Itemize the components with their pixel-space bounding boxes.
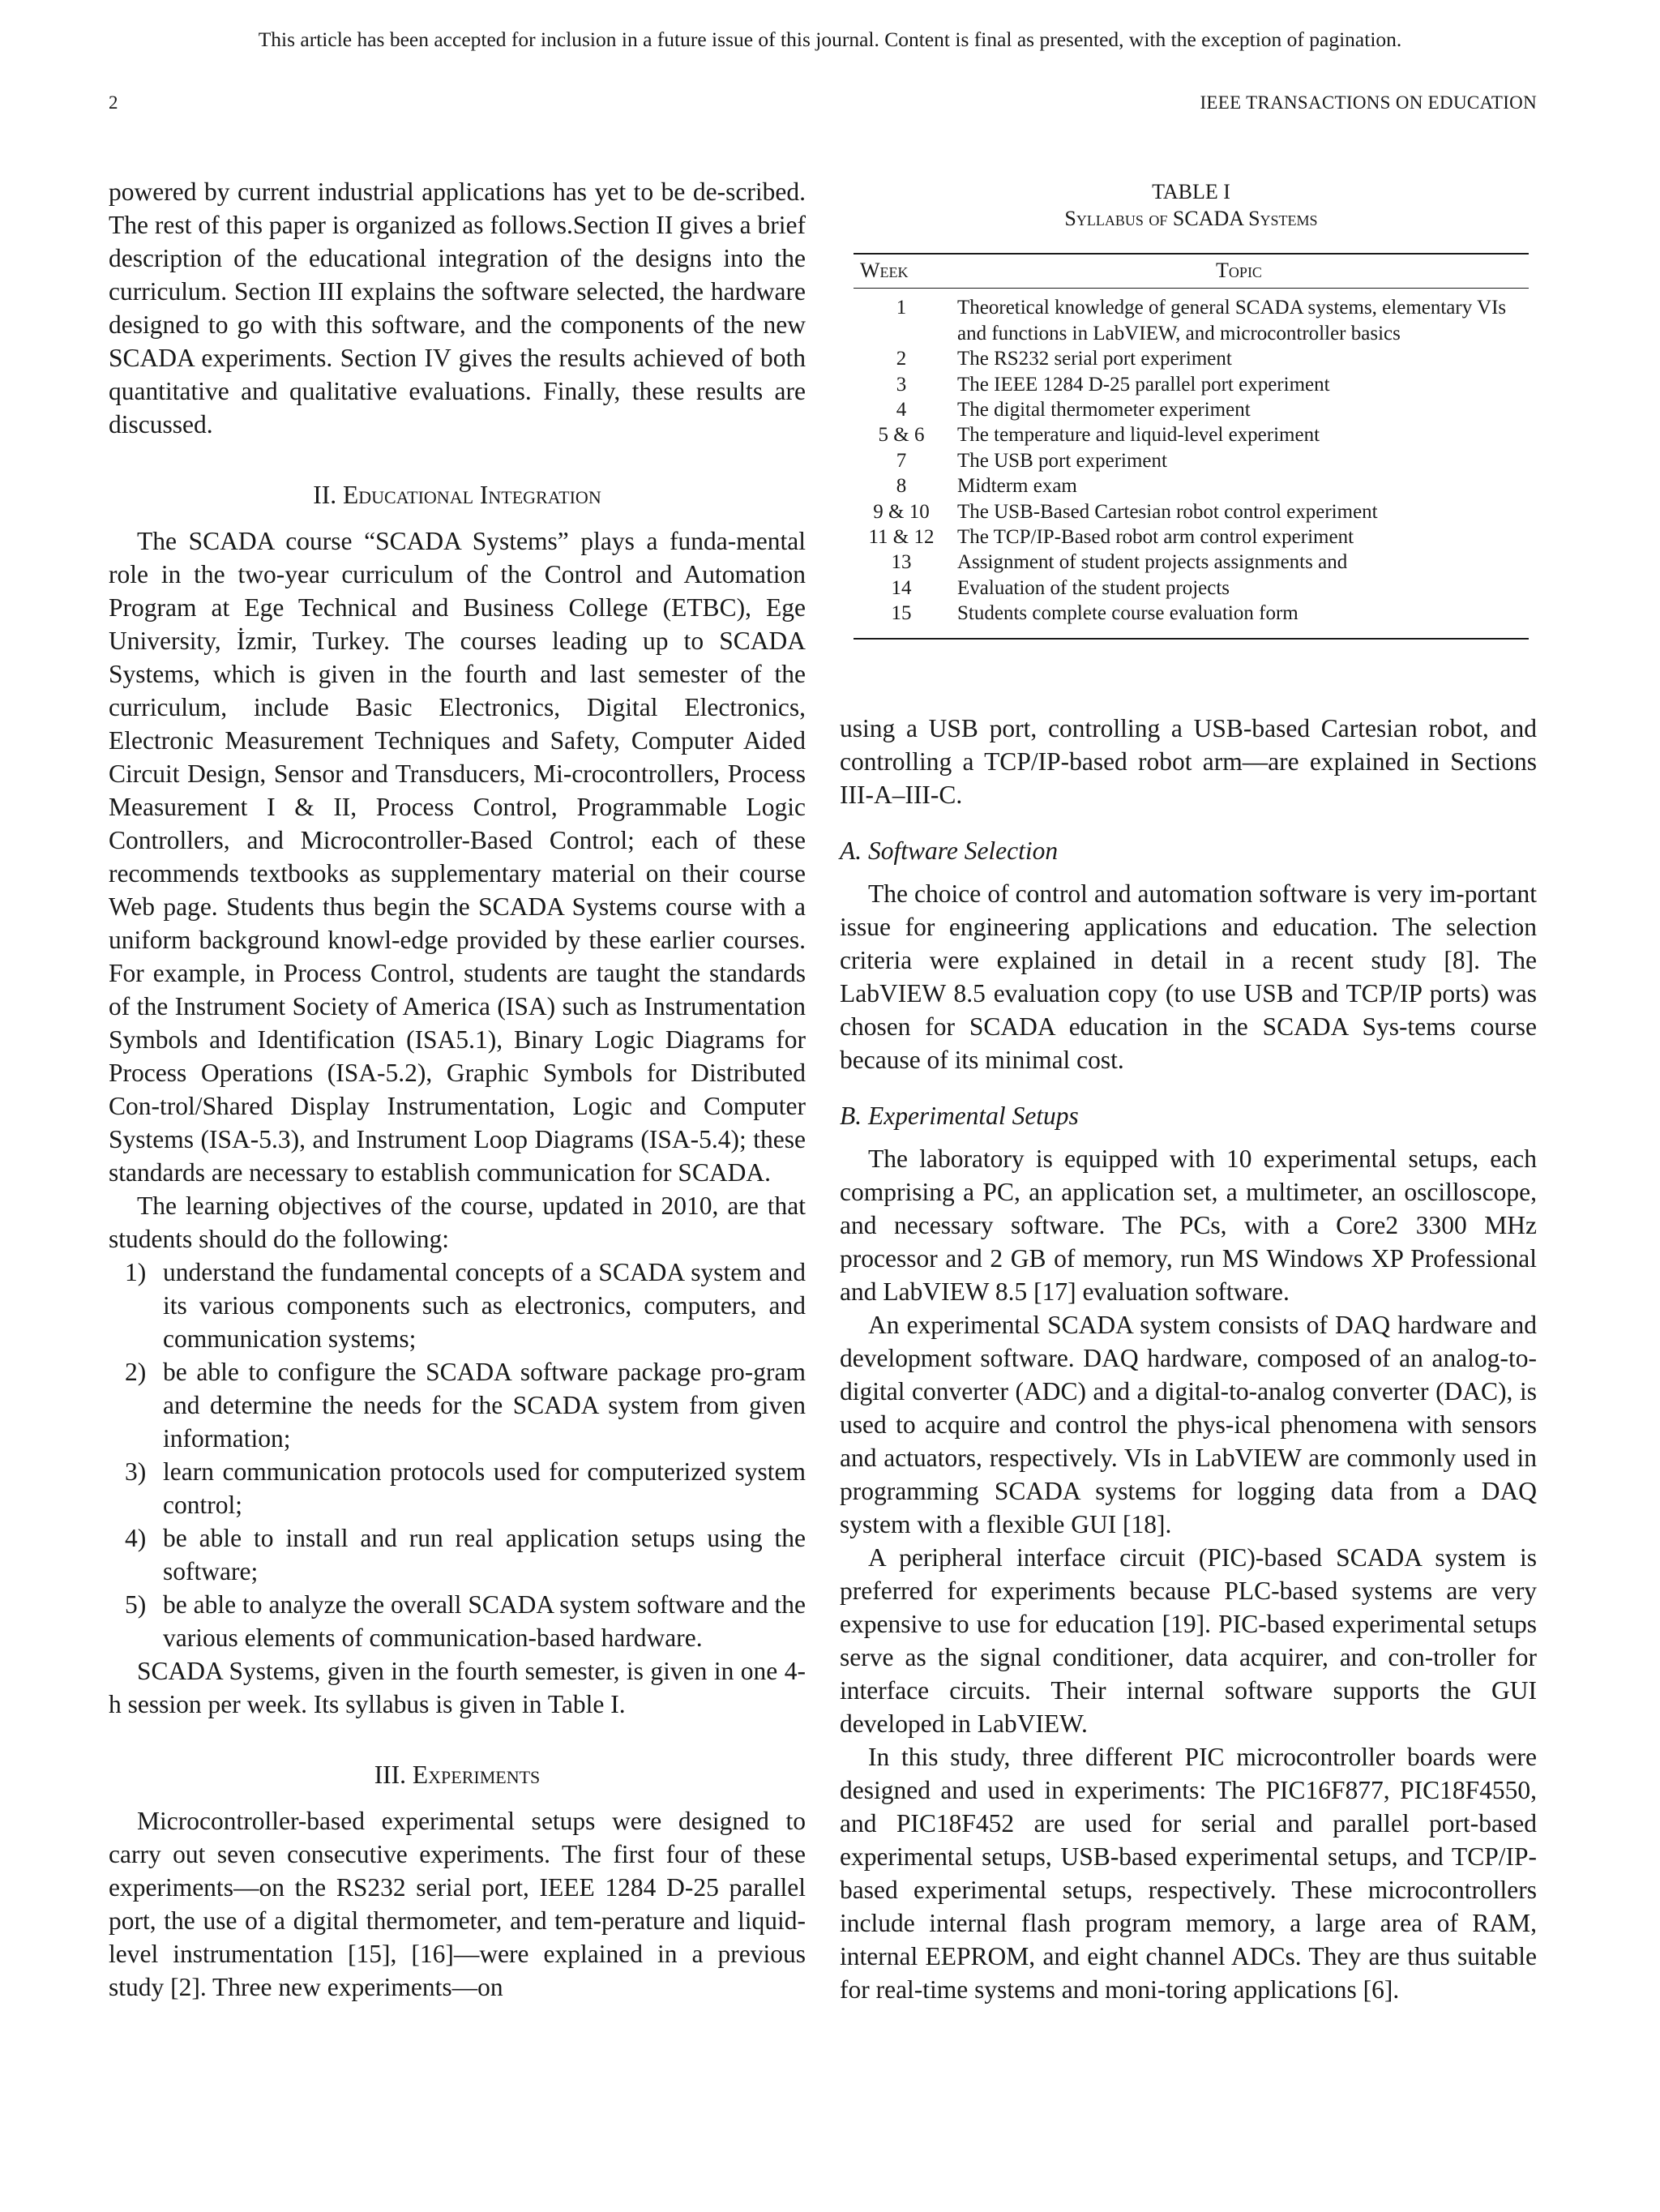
topic-cell: Evaluation of the student projects: [957, 576, 1230, 599]
syllabus-table-block: [854, 178, 1529, 640]
list-item: [109, 1588, 806, 1654]
subsection-b-paragraph-2: An experimental SCADA system consists of DAQ hardware and development software. DAQ hardware, composed of an analog-to-digital converter (ADC) and a digital-to-analog converter (DAC), is used to acquire and control the phys-ical phenomena with sensors and actuators, respectively. VIs in LabVIEW are commonly used in programming SCADA systems for logging data from a DAQ system with a flexible GUI [18].: [840, 1311, 1537, 1538]
week-cell: 8: [896, 475, 907, 498]
list-item-text: be able to install and run real application setups using the software;: [163, 1524, 806, 1585]
list-item-number: 5): [125, 1590, 147, 1619]
week-cell: 5 & 6: [878, 424, 925, 447]
table-row: [854, 448, 1529, 473]
table-row: [854, 499, 1529, 524]
week-cell: 7: [896, 449, 907, 472]
section-2-paragraph-1: The SCADA course “SCADA Systems” plays a funda-mental role in the two-year curriculum of the Control and Automation Program at Ege Technical and Business College (ETBC), Ege University, İzmir, Turkey. The courses leading up to SCADA Systems, which is given in the fourth and last semester of the curriculum, include Basic Electronics, Digital Electronics, Electronic Measurement Techniques and Safety, Computer Aided Circuit Design, Sensor and Transducers, Mi-crocontrollers, Process Measurement I & II, Process Control, Programmable Logic Controllers, and Microcontroller-Based Control; each of these recommends textbooks as supplementary material on their course Web page. Students thus begin the SCADA Systems course with a uniform background knowl-edge provided by these earlier courses. For example, in Process Control, students are taught the standards of the Instrument Society of America (ISA) such as Instrumentation Symbols and Identification (ISA5.1), Binary Logic Diagrams for Process Operations (ISA-5.2), Graphic Symbols for Distributed Con-trol/Shared Display Instrumentation, Logic and Computer Systems (ISA-5.3), and Instrument Loop Diagrams (ISA-5.4); these standards are necessary to establish communication for SCADA.: [109, 527, 806, 1187]
journal-name: IEEE TRANSACTIONS ON EDUCATION: [1200, 92, 1537, 113]
topic-cell: The digital thermometer experiment: [957, 399, 1251, 421]
week-cell: 1: [896, 297, 907, 319]
acceptance-notice: This article has been accepted for inclusion in a future issue of this journal. Content is final as presented, with the exception of pagination.: [258, 28, 1402, 51]
table-row: [854, 575, 1529, 601]
topic-cell: The USB port experiment: [957, 449, 1167, 472]
topic-cell: Students complete course evaluation form: [957, 602, 1298, 625]
week-cell: 11 & 12: [868, 526, 935, 549]
column-header-week: Week: [854, 254, 949, 289]
week-cell: 3: [896, 373, 907, 396]
section-3-paragraph-1: Microcontroller-based experimental setups were designed to carry out seven consecutive experiments. The first four of these experiments—on the RS232 serial port, IEEE 1284 D-25 parallel port, the use of a digital thermometer, and tem-perature and liquid-level instrumentation [15], [16]—were explained in a previous study [2]. Three new experiments—on: [109, 1807, 806, 2001]
learning-objectives-list: [109, 1256, 806, 1654]
topic-cell: The TCP/IP-Based robot arm control experiment: [957, 526, 1354, 549]
list-item-number: 2): [125, 1358, 147, 1386]
section-2-paragraph-2: The learning objectives of the course, updated in 2010, are that students should do the following:: [109, 1192, 806, 1253]
subsection-a-heading: A. Software Selection: [840, 836, 1059, 865]
week-cell: 13: [891, 551, 912, 574]
subsection-b-heading: B. Experimental Setups: [840, 1102, 1079, 1130]
table-header-row: [854, 254, 1529, 289]
topic-cell: The IEEE 1284 D-25 parallel port experiment: [957, 373, 1330, 396]
list-item-text: learn communication protocols used for computerized system control;: [163, 1457, 806, 1519]
list-item: [109, 1455, 806, 1521]
week-cell: 4: [896, 399, 907, 421]
table-row: [854, 601, 1529, 638]
section-2-number: II.: [313, 481, 337, 509]
left-column: [109, 175, 806, 2004]
table-row: [854, 550, 1529, 575]
section-3-title: Experiments: [412, 1761, 541, 1789]
table-row: [854, 372, 1529, 397]
section-2-title: Educational Integration: [343, 481, 601, 509]
topic-cell: Midterm exam: [957, 475, 1077, 498]
table-row: [854, 473, 1529, 498]
table-row: [854, 397, 1529, 422]
topic-cell: Theoretical knowledge of general SCADA systems, elementary VIs and functions in LabVIEW, and microcontroller basics: [957, 297, 1507, 344]
subsection-b-paragraph-4: In this study, three different PIC microcontroller boards were designed and used in experiments: The PIC16F877, PIC18F4550, and PIC18F452 are used for serial and parallel port-based experimental setups, USB-based experimental setups, and TCP/IP-based experimental setups, respectively. These microcontrollers include internal flash program memory, a large area of RAM, internal EEPROM, and eight channel ADCs. They are thus suitable for real-time systems and moni-toring applications [6].: [840, 1743, 1537, 2004]
table-caption-title: Syllabus of SCADA Systems: [1064, 207, 1318, 230]
continuation-paragraph: using a USB port, controlling a USB-based Cartesian robot, and controlling a TCP/IP-based robot arm—are explained in Sections III-A–III-C.: [840, 714, 1537, 809]
table-row: [854, 346, 1529, 371]
week-cell: 14: [891, 576, 912, 599]
week-cell: 9 & 10: [873, 500, 930, 523]
week-cell: 15: [891, 602, 912, 625]
list-item: [109, 1256, 806, 1355]
table-caption-label: TABLE I: [1152, 180, 1230, 203]
column-header-topic: Topic: [949, 254, 1529, 289]
section-2-heading: [109, 478, 806, 511]
list-item: [109, 1521, 806, 1588]
table-row: [854, 524, 1529, 550]
topic-cell: The temperature and liquid-level experiment: [957, 424, 1320, 447]
subsection-b-paragraph-3: A peripheral interface circuit (PIC)-based SCADA system is preferred for experiments because PLC-based systems are very expensive to use for education [19]. PIC-based experimental setups serve as the signal conditioner, data acquirer, and con-troller for interface circuits. Their internal software supports the GUI developed in LabVIEW.: [840, 1543, 1537, 1738]
section-2-paragraph-3: SCADA Systems, given in the fourth semester, is given in one 4-h session per week. Its syllabus is given in Table I.: [109, 1657, 806, 1718]
subsection-b-paragraph-1: The laboratory is equipped with 10 experimental setups, each comprising a PC, an application set, a multimeter, an oscilloscope, and necessary software. The PCs, with a Core2 3300 MHz processor and 2 GB of memory, run MS Windows XP Professional and LabVIEW 8.5 [17] evaluation software.: [840, 1145, 1537, 1306]
section-3-number: III.: [374, 1761, 407, 1789]
subsection-a-paragraph-1: The choice of control and automation software is very im-portant issue for engineering applications and education. The selection criteria were explained in detail in a recent study [8]. The LabVIEW 8.5 evaluation copy (to use USB and TCP/IP ports) was chosen for SCADA education in the SCADA Sys-tems course because of its minimal cost.: [840, 879, 1537, 1074]
right-column: [840, 712, 1537, 2006]
table-row: [854, 289, 1529, 346]
syllabus-table: [854, 253, 1529, 640]
list-item-number: 4): [125, 1524, 147, 1552]
week-cell: 2: [896, 348, 907, 370]
list-item-text: be able to configure the SCADA software package pro-gram and determine the needs for the SCADA system from given information;: [163, 1358, 806, 1453]
intro-paragraph: powered by current industrial applications has yet to be de-scribed. The rest of this paper is organized as follows.Section II gives a brief description of the educational integration of the designs into the curriculum. Section III explains the software selected, the hardware designed to go with this software, and the components of the new SCADA experiments. Section IV gives the results achieved of both quantitative and qualitative evaluations. Finally, these results are discussed.: [109, 178, 806, 439]
list-item-text: be able to analyze the overall SCADA system software and the various elements of communication-based hardware.: [163, 1590, 806, 1652]
list-item: [109, 1355, 806, 1455]
topic-cell: Assignment of student projects assignments and: [957, 551, 1348, 574]
list-item-text: understand the fundamental concepts of a SCADA system and its various components such as electronics, computers, and communication systems;: [163, 1258, 806, 1353]
topic-cell: The RS232 serial port experiment: [957, 348, 1232, 370]
list-item-number: 1): [125, 1258, 147, 1286]
table-row: [854, 422, 1529, 447]
topic-cell: The USB-Based Cartesian robot control experiment: [957, 500, 1378, 523]
page-number: 2: [109, 92, 118, 113]
list-item-number: 3): [125, 1457, 147, 1486]
section-3-heading: [109, 1758, 806, 1791]
